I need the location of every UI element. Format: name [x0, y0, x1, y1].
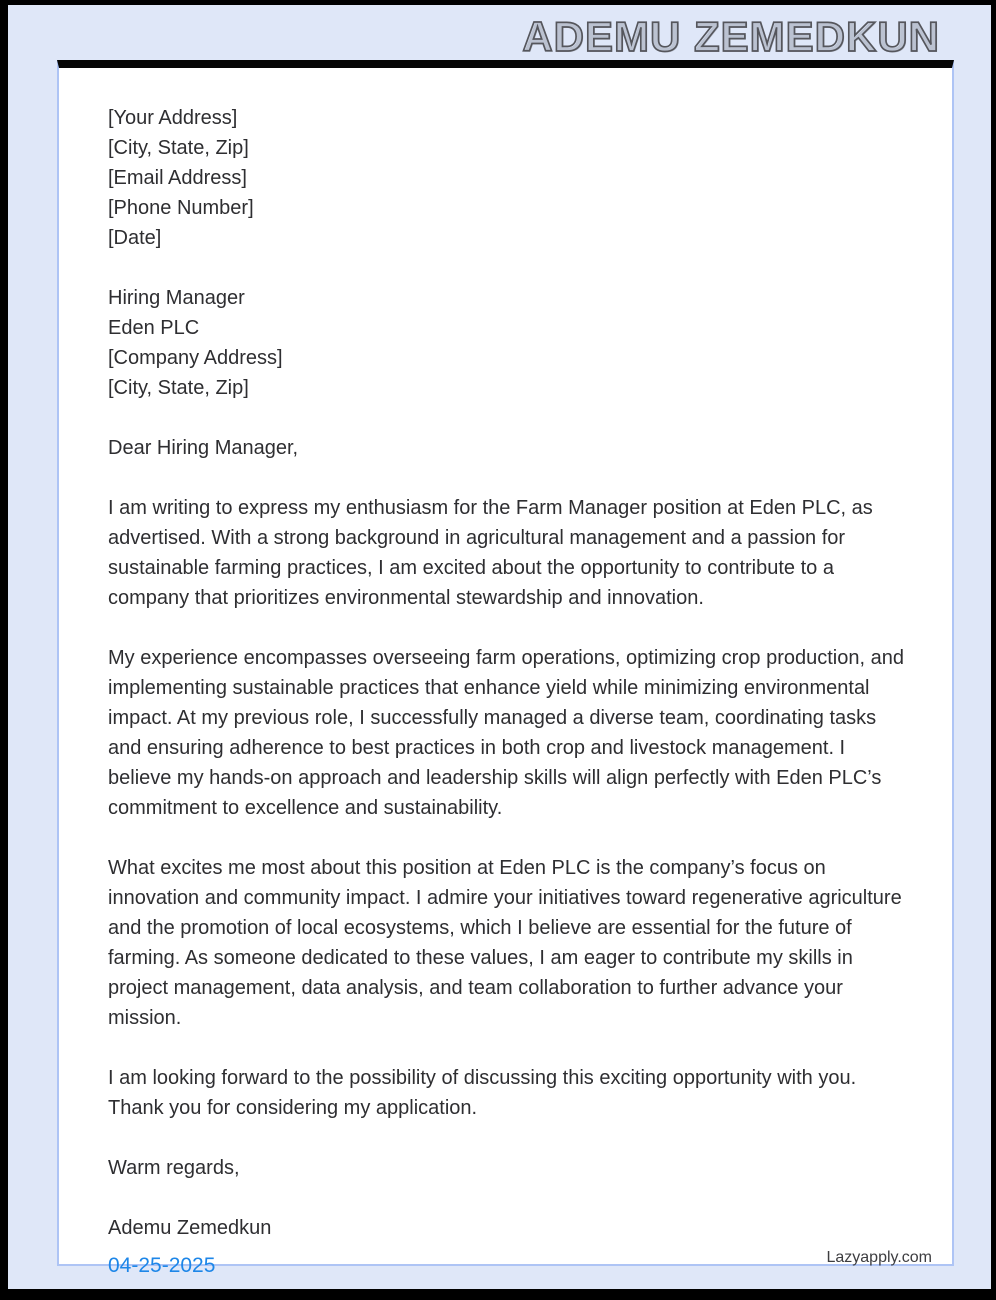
- paragraph-text: I am looking forward to the possibility of discussing this exciting opportunity with you. Thank you for considering my application.: [108, 1067, 857, 1119]
- sender-address-line: [Date]: [108, 227, 162, 249]
- letter-body: [59, 68, 952, 1243]
- page-background-mat: [8, 5, 991, 1289]
- salutation: [108, 433, 913, 463]
- recipient-line: [City, State, Zip]: [108, 377, 249, 399]
- letter-page: [57, 60, 954, 1266]
- signature-name: Ademu Zemedkun: [108, 1217, 272, 1239]
- paragraph-text: I am writing to express my enthusiasm for the Farm Manager position at Eden PLC, as advertised. With a strong background in agricultural management and a passion for sustainable farming practices, I am excited about the opportunity to contribute to a company that prioritizes environmental stewardship and innovation.: [108, 497, 873, 609]
- paragraph-text: My experience encompasses overseeing farm operations, optimizing crop production, and implementing sustainable practices that enhance yield while minimizing environmental impact. At my previous role, I successfully managed a diverse team, coordinating tasks and ensuring adherence to best practices in both crop and livestock management. I believe my hands-on approach and leadership skills will align perfectly with Eden PLC’s commitment to excellence and sustainability.: [108, 647, 904, 819]
- body-paragraph: [108, 493, 913, 613]
- recipient-line: Hiring Manager: [108, 287, 245, 309]
- sender-address-line: [Email Address]: [108, 167, 247, 189]
- body-paragraph: [108, 643, 913, 823]
- letter-date: 04-25-2025: [108, 1254, 216, 1277]
- closing: [108, 1153, 913, 1183]
- lazyapply-watermark: Lazyapply.com: [826, 1249, 932, 1266]
- applicant-name-header: ADEMU ZEMEDKUN: [522, 13, 940, 60]
- signature: [108, 1213, 913, 1243]
- body-paragraph: [108, 853, 913, 1033]
- recipient-line: [Company Address]: [108, 347, 283, 369]
- recipient-address-block: [108, 283, 913, 403]
- recipient-line: Eden PLC: [108, 317, 200, 339]
- body-paragraph: [108, 1063, 913, 1123]
- sender-address-line: [City, State, Zip]: [108, 137, 249, 159]
- paragraph-text: What excites me most about this position at Eden PLC is the company’s focus on innovation and community impact. I admire your initiatives toward regenerative agriculture and the promotion of local ecosystems, which I believe are essential for the future of farming. As someone dedicated to these values, I am eager to contribute my skills in project management, data analysis, and team collaboration to further advance your mission.: [108, 857, 902, 1029]
- salutation-text: Dear Hiring Manager,: [108, 437, 299, 459]
- sender-address-line: [Your Address]: [108, 107, 238, 129]
- sender-address-line: [Phone Number]: [108, 197, 254, 219]
- sender-address-block: [108, 103, 913, 253]
- closing-text: Warm regards,: [108, 1157, 240, 1179]
